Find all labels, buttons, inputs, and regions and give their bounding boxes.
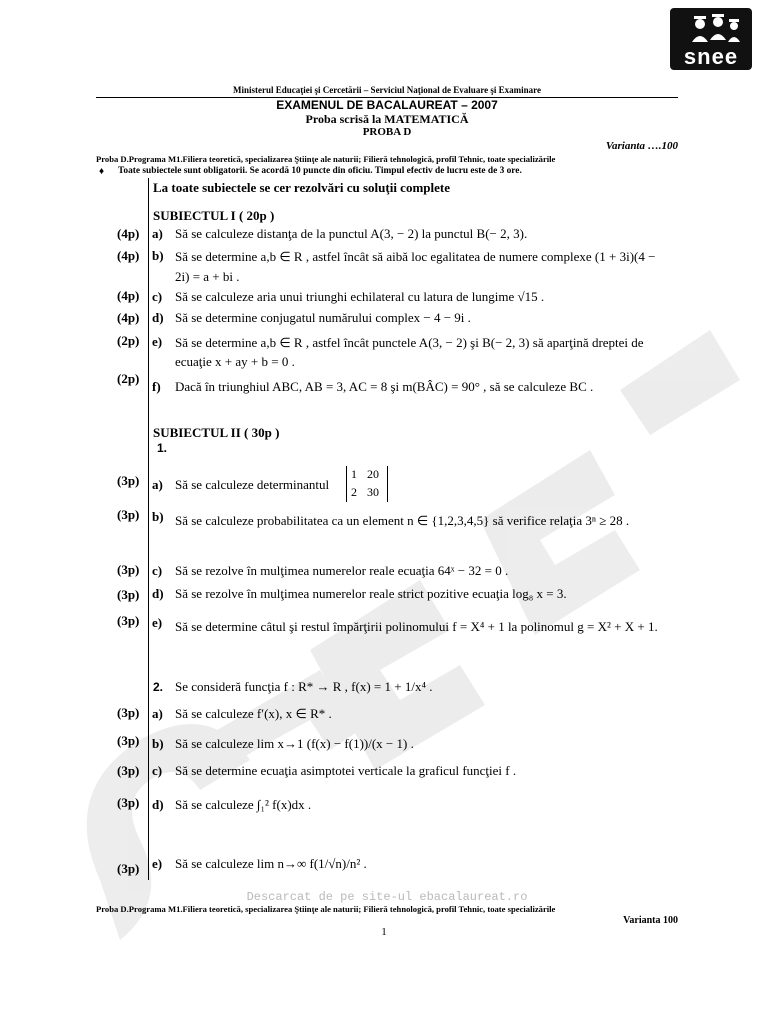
margin-line: [148, 178, 149, 880]
subiect2-title: SUBIECTUL II ( 30p ): [153, 425, 280, 440]
item-text: Să se calculeze f′(x), x ∈ R* .: [175, 706, 332, 721]
item-text: Să se rezolve în mulţimea numerelor reale strict pozitive ecuaţia log₈ x = 3.: [175, 586, 567, 601]
points: (4p): [117, 310, 140, 325]
item-letter: c): [152, 563, 163, 578]
footer-varianta: Varianta 100: [623, 915, 678, 926]
proba-line: Proba scrisă la MATEMATICĂ: [305, 112, 469, 126]
item-text: Să se calculeze determinantul: [175, 477, 330, 492]
subiect2-part1: 1.: [157, 441, 168, 455]
points: (4p): [117, 248, 140, 263]
footer-program: Proba D.Programa M1.Filiera teoretică, specializarea Ştiinţe ale naturii; Filieră tehnologică, profil Tehnic, toate specializările: [96, 904, 556, 914]
part2-statement: Se consideră funcţia f : R* → R , f(x) = 1 + 1/x⁴ .: [175, 679, 433, 694]
item-text: Dacă în triunghiul ABC, AB = 3, AC = 8 şi m(BÂC) = 90° , să se calculeze BC .: [175, 379, 594, 394]
det-cell: 30: [367, 485, 379, 499]
item-letter: d): [152, 586, 164, 601]
item-letter: a): [152, 706, 163, 721]
points: (3p): [117, 613, 140, 628]
item-letter: d): [152, 310, 164, 325]
points: (3p): [117, 795, 140, 810]
determinant: [346, 466, 388, 502]
points: (4p): [117, 288, 140, 303]
ministry-line: Ministerul Educaţiei şi Cercetării – Serviciul Naţional de Evaluare şi Examinare: [233, 85, 541, 95]
points: (2p): [117, 371, 140, 386]
page-number: 1: [381, 926, 387, 938]
points: (2p): [117, 333, 140, 348]
item-text: Să se determine câtul şi restul împărţirii polinomului f = X⁴ + 1 la polinomul g = X² + X + 1.: [175, 619, 658, 634]
item-letter: e): [152, 334, 163, 349]
bullet: ♦: [99, 166, 105, 177]
item-letter: a): [152, 477, 163, 492]
item-letter: b): [152, 736, 164, 751]
proba-d: PROBA D: [362, 126, 412, 138]
points: (4p): [117, 226, 140, 241]
subiect1-title: SUBIECTUL I ( 20p ): [153, 208, 275, 223]
item-text: Să se determine a,b ∈ R , astfel încât punctele A(3, − 2) şi B(− 2, 3) să aparţină dreptei de ecuaţie x + ay + b = 0 .: [175, 335, 644, 369]
points: (3p): [117, 733, 140, 748]
item-letter: c): [152, 763, 163, 778]
item-text: Să se determine a,b ∈ R , astfel încât să aibă loc egalitatea de numere complexe (1 + 3i)(4 − 2i) = a + bi .: [175, 249, 656, 284]
item-letter: a): [152, 226, 163, 241]
points: (3p): [117, 473, 140, 488]
points: (3p): [117, 705, 140, 720]
item-letter: f): [152, 379, 161, 394]
item-text: Să se calculeze lim x→1 (f(x) − f(1))/(x − 1) .: [175, 736, 414, 751]
item-text: Să se calculeze distanţa de la punctul A(3, − 2) la punctul B(− 2, 3).: [175, 226, 528, 241]
varianta-label: Varianta ….100: [605, 140, 678, 152]
item-letter: c): [152, 289, 163, 304]
download-watermark: Descarcat de pe site-ul ebacalaureat.ro: [246, 890, 528, 904]
det-cell: 1: [351, 467, 357, 481]
item-text: Să se determine conjugatul numărului complex − 4 − 9i .: [175, 310, 471, 325]
item-letter: e): [152, 856, 163, 871]
points: (3p): [117, 861, 140, 876]
item-text: Să se calculeze aria unui triunghi echilateral cu latura de lungime √15 .: [175, 289, 545, 304]
item-text: Să se calculeze lim n→∞ f(1/√n)/n² .: [175, 856, 367, 871]
logo-text: snee: [683, 44, 739, 69]
item-text: Să se calculeze probabilitatea ca un element n ∈ {1,2,3,4,5} să verifice relaţia 3ⁿ ≥ 28 .: [175, 513, 630, 528]
item-letter: b): [152, 509, 164, 524]
points: (3p): [117, 763, 140, 778]
points: (3p): [117, 507, 140, 522]
det-cell: 20: [367, 467, 379, 481]
points: (3p): [117, 562, 140, 577]
instructions-note: Toate subiectele sunt obligatorii. Se acordă 10 puncte din oficiu. Timpul efectiv de lucru este de 3 ore.: [118, 166, 522, 176]
points: (3p): [117, 587, 140, 602]
item-letter: b): [152, 248, 164, 263]
item-letter: d): [152, 797, 164, 812]
program-line: Proba D.Programa M1.Filiera teoretică, specializarea Ştiinţe ale naturii; Filieră tehnologică, profil Tehnic, toate specializările: [96, 154, 556, 164]
item-text: Să se determine ecuaţia asimptotei verticale la graficul funcţiei f .: [175, 763, 517, 778]
exam-title: EXAMENUL DE BACALAUREAT – 2007: [276, 98, 498, 112]
item-text: Să se calculeze ∫₁² f(x)dx .: [175, 797, 312, 812]
det-cell: 2: [351, 485, 357, 499]
item-letter: e): [152, 615, 163, 630]
item-text: Să se rezolve în mulţimea numerelor reale ecuaţia 64ˣ − 32 = 0 .: [175, 563, 509, 578]
subiect2-part2: 2.: [153, 680, 164, 694]
snee-logo: [670, 8, 752, 70]
instruction-line: La toate subiectele se cer rezolvări cu soluţii complete: [153, 180, 450, 195]
